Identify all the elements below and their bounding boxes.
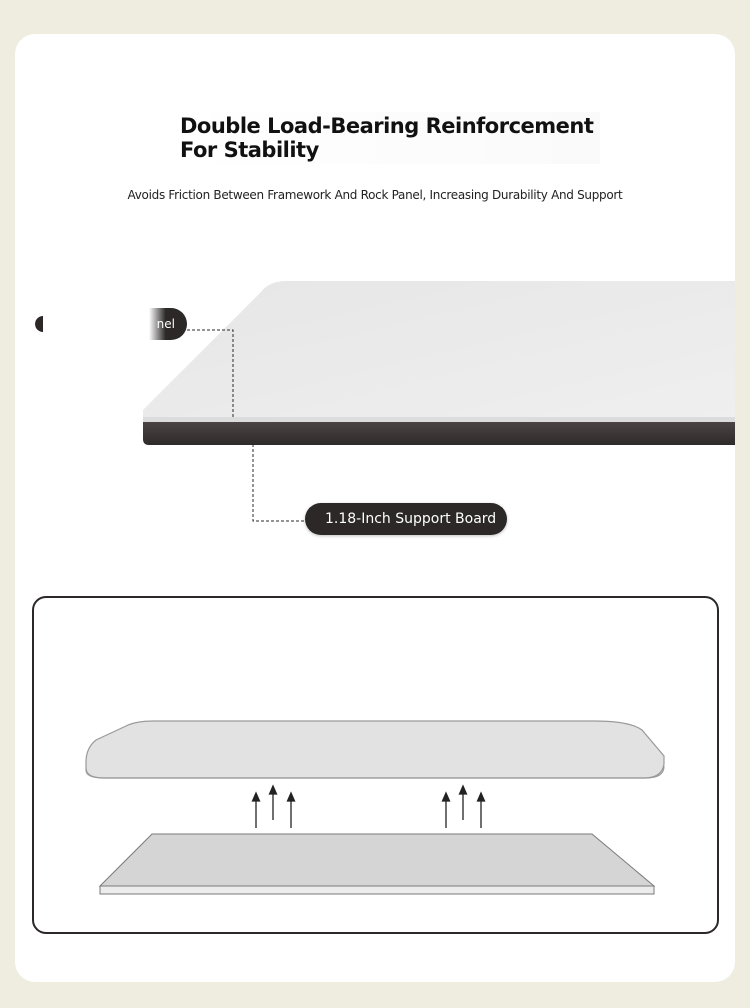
support-board-edge: [143, 422, 735, 445]
arrows-right-icon: [443, 786, 485, 828]
rock-panel-top: [143, 281, 735, 419]
callout-cap: [35, 316, 43, 332]
callout-support-board-label: 1.18-Inch Support Board: [325, 511, 497, 527]
callout-support-board: [305, 503, 507, 535]
assembly-diagram-frame: [32, 596, 719, 934]
headline-line-2: For Stability: [180, 138, 319, 162]
headline-line-1: Double Load-Bearing Reinforcement: [180, 114, 594, 138]
rock-panel-edge: [143, 417, 735, 422]
callout-rock-panel: [35, 308, 187, 340]
arrows-left-icon: [253, 786, 295, 828]
content-card: [15, 34, 735, 982]
subheadline: Avoids Friction Between Framework And Rock Panel, Increasing Durability And Support: [127, 188, 623, 202]
lower-board-edge: [100, 886, 654, 894]
callout-rock-panel-label: nel: [156, 317, 175, 331]
upper-panel-top: [86, 721, 664, 778]
assembly-diagram: [34, 598, 717, 932]
leader-line-right: [253, 444, 307, 521]
lower-board-top: [100, 834, 654, 886]
